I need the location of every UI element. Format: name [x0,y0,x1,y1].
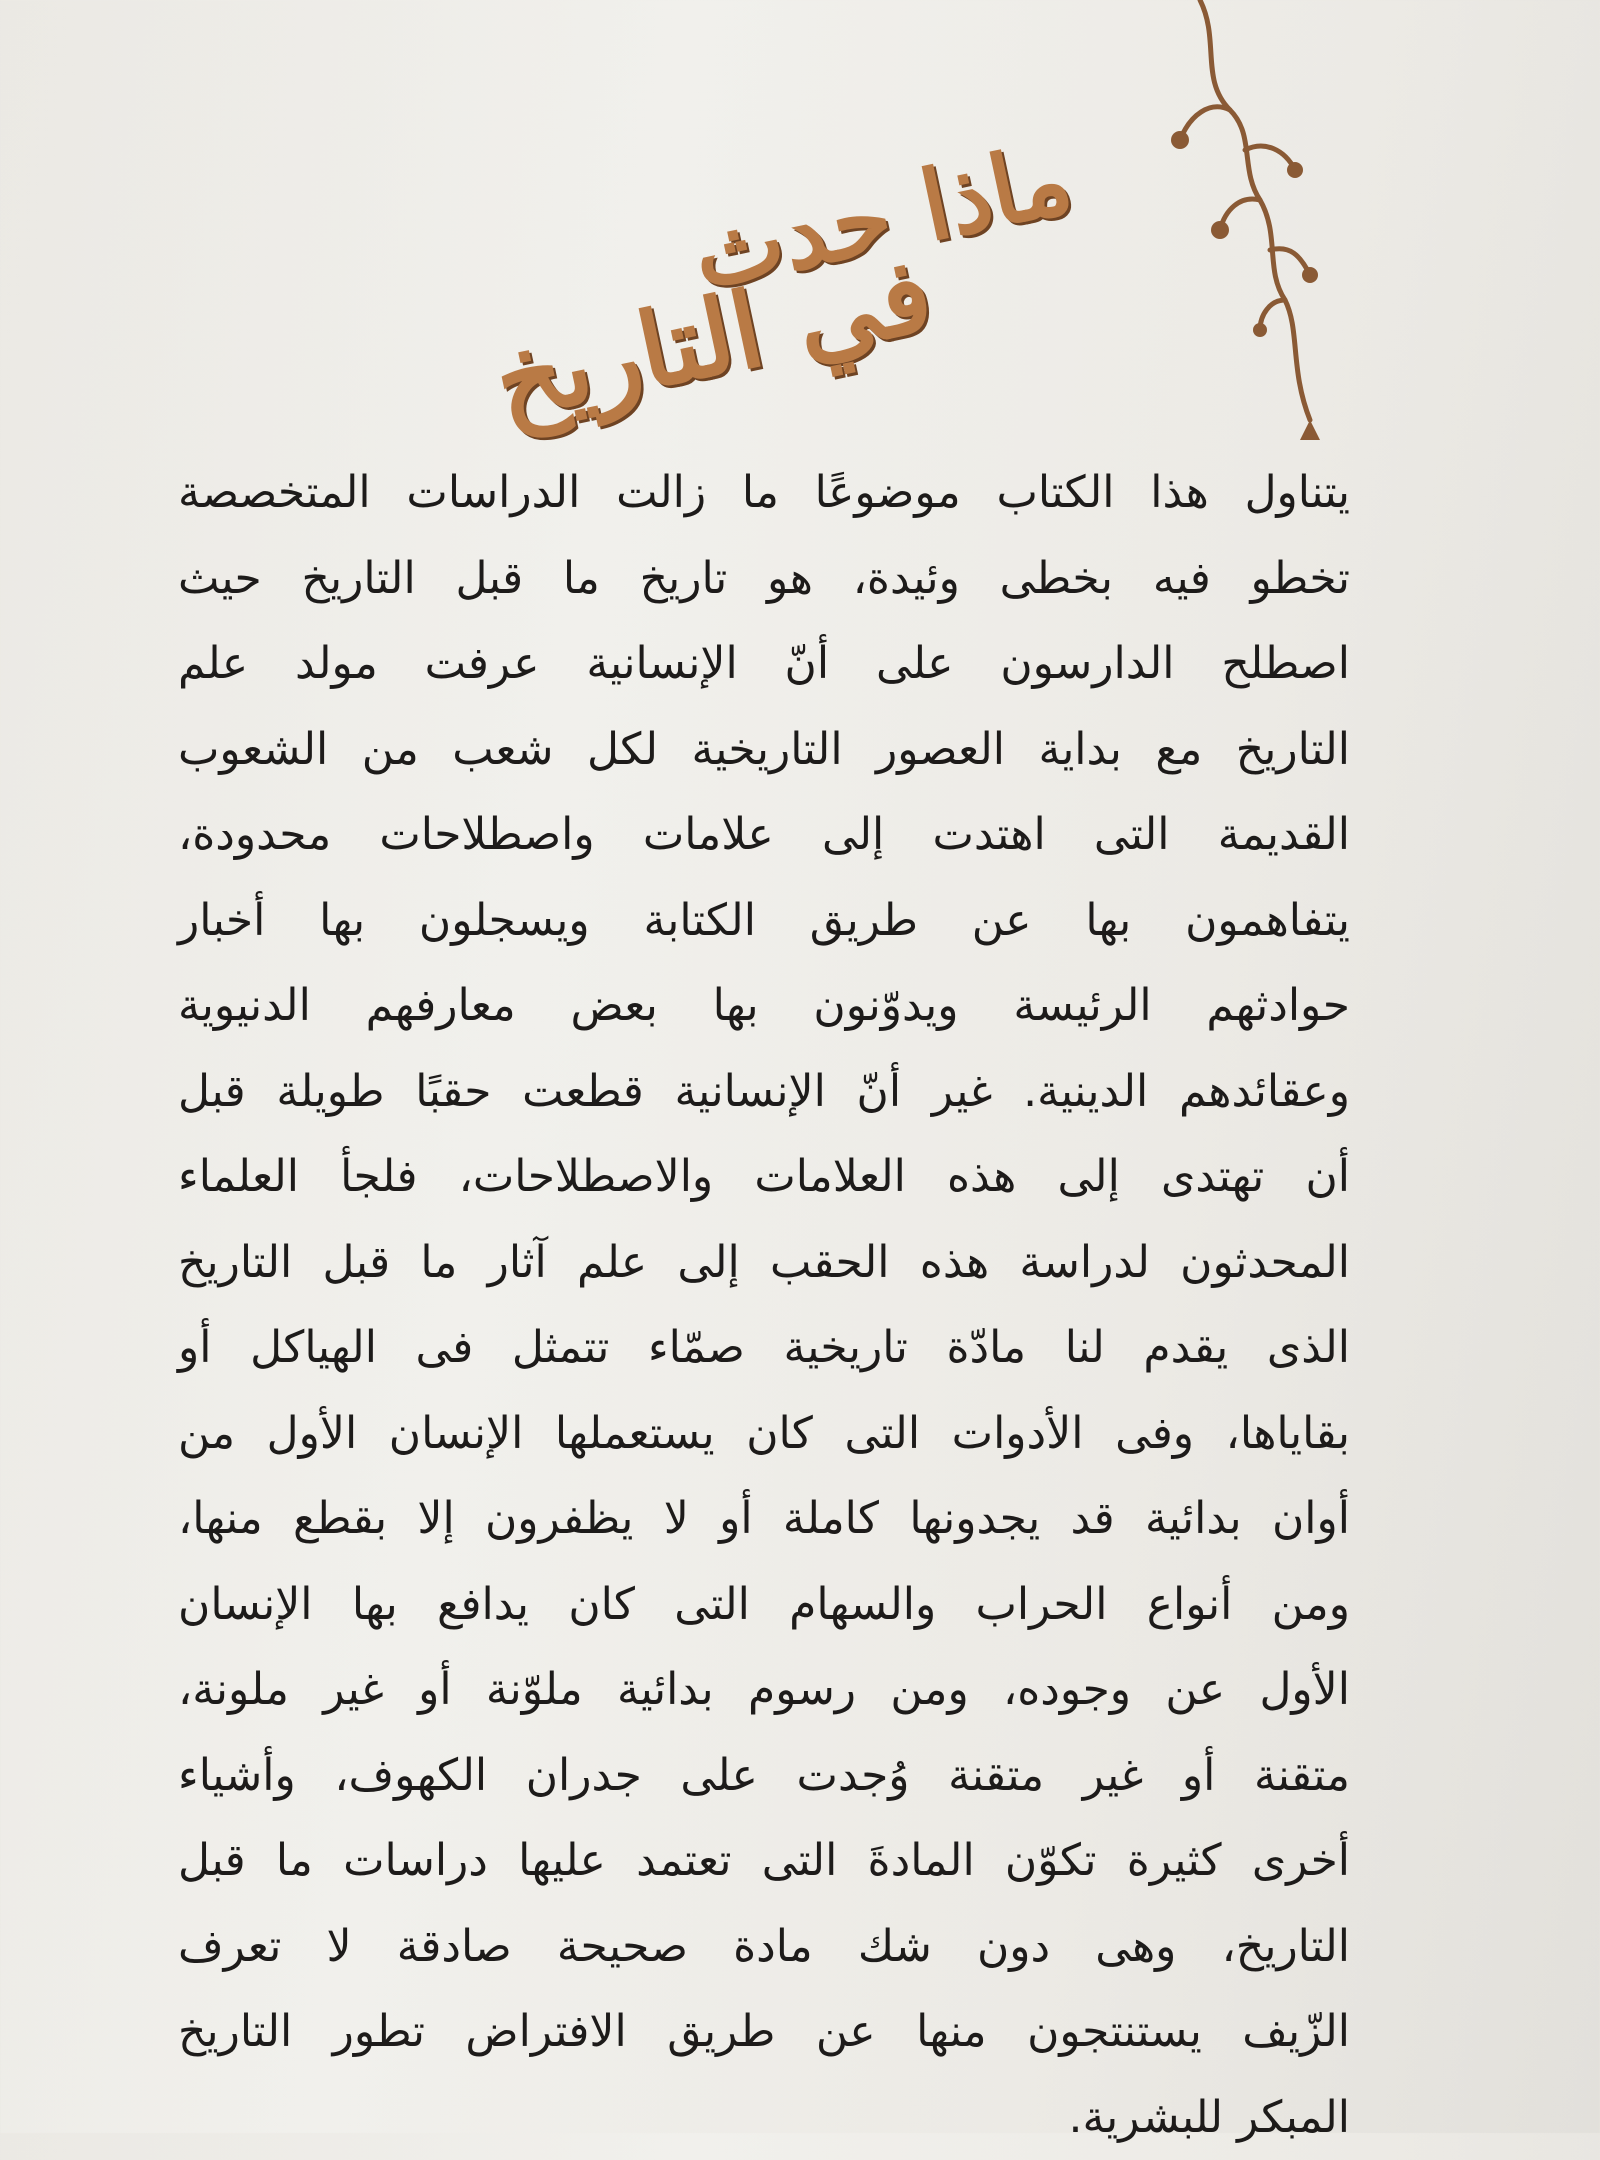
text-line: بقاياها، وفى الأدوات التى كان يستعملها الإنسان الأول من [178,1391,1350,1477]
text-line: ومن أنواع الحراب والسهام التى كان يدافع بها الإنسان [178,1562,1350,1648]
text-line: حوادثهم الرئيسة ويدوّنون بها بعض معارفهم الدنيوية [178,963,1350,1049]
text-line: المحدثون لدراسة هذه الحقب إلى علم آثار ما قبل التاريخ [178,1220,1350,1306]
text-line: يتفاهمون بها عن طريق الكتابة ويسجلون بها أخبار [178,878,1350,964]
text-line: الزّيف يستنتجون منها عن طريق الافتراض تطور التاريخ [178,1989,1350,2075]
text-line: أوان بدائية قد يجدونها كاملة أو لا يظفرون إلا بقطع منها، [178,1476,1350,1562]
text-line: التاريخ مع بداية العصور التاريخية لكل شعب من الشعوب [178,707,1350,793]
text-line: أخرى كثيرة تكوّن المادةَ التى تعتمد عليها دراسات ما قبل [178,1818,1350,1904]
text-line: تخطو فيه بخطى وئيدة، هو تاريخ ما قبل التاريخ حيث [178,536,1350,622]
text-line: يتناول هذا الكتاب موضوعًا ما زالت الدراسات المتخصصة [178,450,1350,536]
chapter-title-line2: في التاريخ [484,231,942,443]
chapter-title-line1: ماذا حدث [683,121,1082,311]
text-line: القديمة التى اهتدت إلى علامات واصطلاحات محدودة، [178,792,1350,878]
body-paragraph [178,450,1350,2160]
text-line: وعقائدهم الدينية. غير أنّ الإنسانية قطعت حقبًا طويلة قبل [178,1049,1350,1135]
text-line: المبكر للبشرية. [178,2075,1350,2160]
text-line: التاريخ، وهى دون شك مادة صحيحة صادقة لا تعرف [178,1904,1350,1990]
text-line: متقنة أو غير متقنة وُجدت على جدران الكهوف، وأشياء [178,1733,1350,1819]
chapter-title [330,120,1150,380]
text-line: أن تهتدى إلى هذه العلامات والاصطلاحات، فلجأ العلماء [178,1134,1350,1220]
text-line: اصطلح الدارسون على أنّ الإنسانية عرفت مولد علم [178,621,1350,707]
decorative-vine-ornament [1160,0,1340,440]
text-line: الذى يقدم لنا مادّة تاريخية صمّاء تتمثل فى الهياكل أو [178,1305,1350,1391]
text-line: الأول عن وجوده، ومن رسوم بدائية ملوّنة أو غير ملونة، [178,1647,1350,1733]
